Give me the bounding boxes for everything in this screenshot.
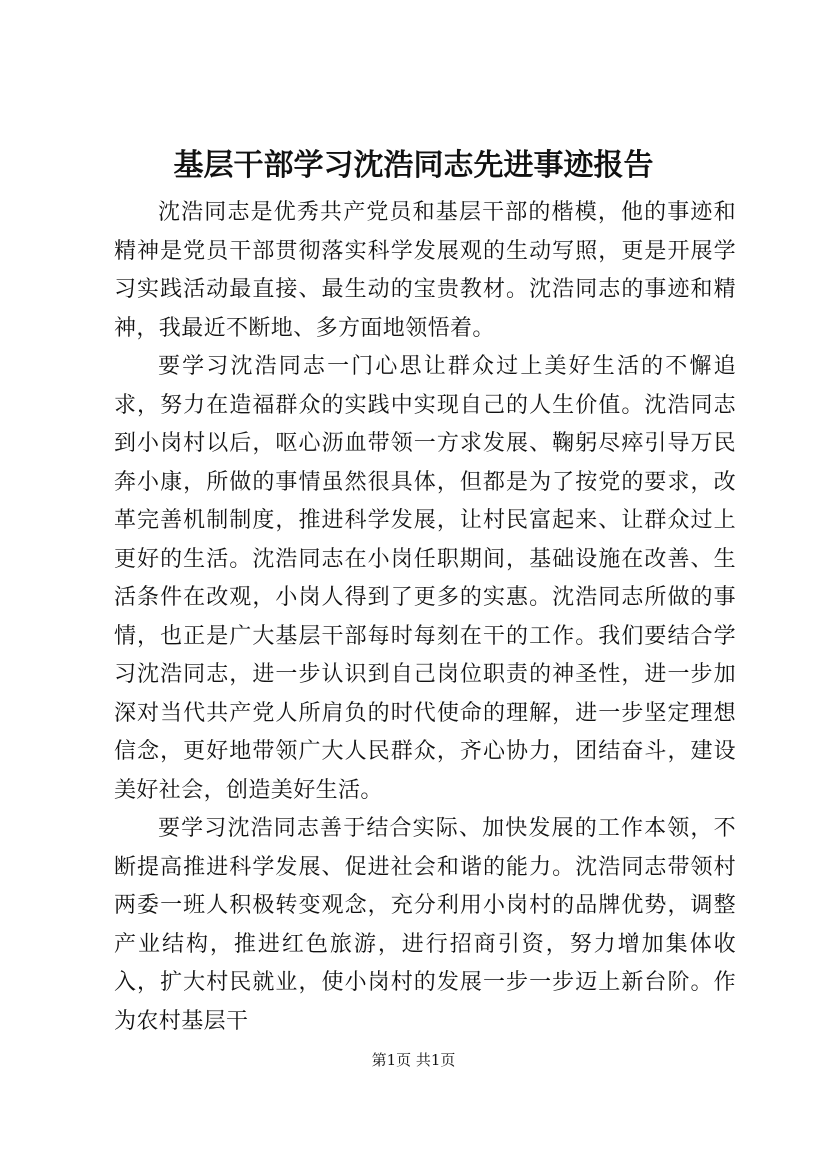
page-number-footer: 第1页 共1页: [371, 1051, 456, 1069]
paragraph-1: 沈浩同志是优秀共产党员和基层干部的楷模，他的事迹和精神是党员干部贯彻落实科学发展观的生动写照，更是开展学习实践活动最直接、最生动的宝贵教材。沈浩同志的事迹和精神，我最近不断地、多方面地领悟着。: [114, 200, 736, 341]
document-body: [114, 194, 736, 1041]
paragraph-3: 要学习沈浩同志善于结合实际、加快发展的工作本领，不断提高推进科学发展、促进社会和谐的能力。沈浩同志带领村两委一班人积极转变观念，充分利用小岗村的品牌优势，调整产业结构，推进红色旅游，进行招商引资，努力增加集体收入，扩大村民就业，使小岗村的发展一步一步迈上新台阶。作为农村基层干: [114, 816, 736, 1034]
document-title: 基层干部学习沈浩同志先进事迹报告: [173, 148, 654, 183]
paragraph-2: 要学习沈浩同志一门心思让群众过上美好生活的不懈追求，努力在造福群众的实践中实现自己的人生价值。沈浩同志到小岗村以后，呕心沥血带领一方求发展、鞠躬尽瘁引导万民奔小康，所做的事情虽然很具体，但都是为了按党的要求，改革完善机制制度，推进科学发展，让村民富起来、让群众过上更好的生活。沈浩同志在小岗任职期间，基础设施在改善、生活条件在改观，小岗人得到了更多的实惠。沈浩同志所做的事情，也正是广大基层干部每时每刻在干的工作。我们要结合学习沈浩同志，进一步认识到自己岗位职责的神圣性，进一步加深对当代共产党人所肩负的时代使命的理解，进一步坚定理想信念，更好地带领广大人民群众，齐心协力，团结奋斗，建设美好社会，创造美好生活。: [114, 354, 736, 803]
